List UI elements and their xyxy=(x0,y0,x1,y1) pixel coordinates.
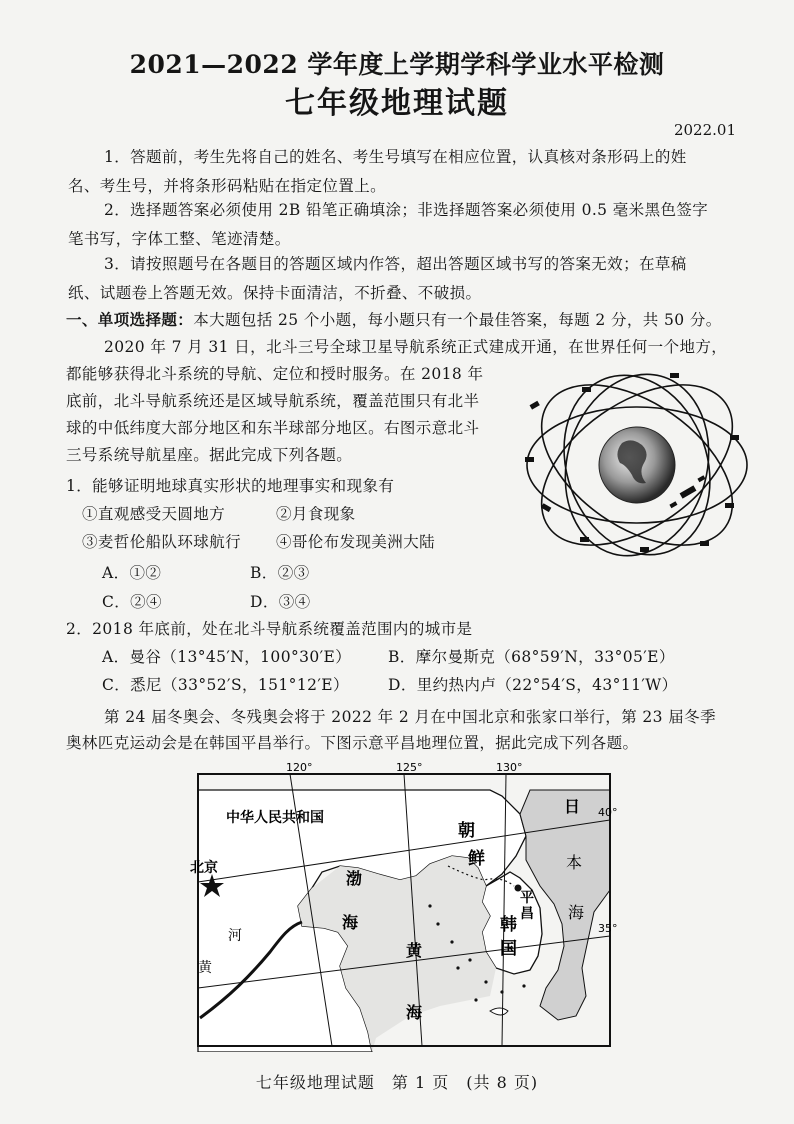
exam-title: 2021—2022 学年度上学期学科学业水平检测 xyxy=(129,50,665,79)
q1-option-a: A．①② xyxy=(102,564,162,582)
passage-line: 都能够获得北斗系统的导航、定位和授时服务。在 2018 年 xyxy=(66,365,484,383)
q2-option-a: A．曼谷（13°45′N，100°30′E） xyxy=(102,648,352,666)
map-label-yellow-sea: 黄 xyxy=(406,941,423,960)
map-label-dprk: 鲜 xyxy=(468,849,485,869)
q1-item: ④哥伦布发现美洲大陆 xyxy=(276,533,436,551)
map-lon-label: 130° xyxy=(496,761,523,774)
section-heading-text: 本大题包括 25 个小题，每小题只有一个最佳答案，每题 2 分，共 50 分。 xyxy=(193,311,722,329)
passage-line: 底前，北斗导航系统还是区域导航系统，覆盖范围只有北半 xyxy=(66,392,480,410)
map-lon-label: 120° xyxy=(286,761,313,774)
q2-option-c: C．悉尼（33°52′S，151°12′E） xyxy=(102,676,349,694)
beidou-constellation-figure xyxy=(520,365,755,565)
map-label-river: 黄 xyxy=(198,960,212,976)
map-lat-label: 35° xyxy=(598,922,618,935)
question-2-stem: 2．2018 年底前，处在北斗导航系统覆盖范围内的城市是 xyxy=(66,620,473,638)
q1-item: ②月食现象 xyxy=(276,505,356,523)
instruction-line: 纸、试题卷上答题无效。保持卡面清洁，不折叠、不破损。 xyxy=(68,284,482,302)
exam-subject-title: 七年级地理试题 xyxy=(285,86,509,121)
instruction-line: 名、考生号，并将条形码粘贴在指定位置上。 xyxy=(68,177,387,195)
page-footer: 七年级地理试题 第 1 页 (共 8 页) xyxy=(255,1073,539,1092)
q1-item: ①直观感受天圆地方 xyxy=(82,505,226,523)
map-label-yellow-sea: 海 xyxy=(406,1003,423,1022)
map-label-rok: 韩 xyxy=(500,915,517,935)
q1-option-b: B．②③ xyxy=(250,564,310,582)
instruction-line: 1．答题前，考生先将自己的姓名、考生号填写在相应位置，认真核对条形码上的姓 xyxy=(104,148,687,166)
map-label-sea-of-japan: 海 xyxy=(568,903,585,922)
q1-option-c: C．②④ xyxy=(102,593,162,611)
map-label-sea-of-japan: 本 xyxy=(566,853,583,872)
map-label-pyeongchang: 平 xyxy=(520,890,534,906)
section-heading xyxy=(66,306,722,334)
passage-line: 三号系统导航星座。据此完成下列各题。 xyxy=(66,446,353,464)
map-label-river: 河 xyxy=(228,928,242,944)
q2-option-b: B．摩尔曼斯克（68°59′N，33°05′E） xyxy=(388,648,675,666)
q1-option-d: D．③④ xyxy=(250,593,311,611)
instruction-line: 2．选择题答案必须使用 2B 铅笔正确填涂；非选择题答案必须使用 0.5 毫米黑色签字 xyxy=(104,201,709,219)
map-label-sea-of-japan: 日 xyxy=(564,797,581,816)
map-label-dprk: 朝 xyxy=(458,821,475,841)
map-lon-label: 125° xyxy=(396,761,423,774)
passage-line: 奥林匹克运动会是在韩国平昌举行。下图示意平昌地理位置，据此完成下列各题。 xyxy=(66,734,639,752)
passage-line: 球的中低纬度大部分地区和东半球部分地区。右图示意北斗 xyxy=(66,419,480,437)
q2-option-d: D．里约热内卢（22°54′S，43°11′W） xyxy=(388,676,678,694)
map-label-pyeongchang: 昌 xyxy=(520,906,534,922)
map-label-bohai: 渤 xyxy=(346,869,363,888)
section-heading-label: 一、单项选择题： xyxy=(66,310,194,329)
pyeongchang-location-map xyxy=(190,756,630,1052)
map-label-china: 中华人民共和国 xyxy=(226,810,324,826)
exam-date: 2022.01 xyxy=(673,121,736,139)
passage-line: 2020 年 7 月 31 日，北斗三号全球卫星导航系统正式建成开通，在世界任何一个地方， xyxy=(104,338,728,356)
map-label-bohai: 海 xyxy=(342,913,359,932)
question-1-stem: 1．能够证明地球真实形状的地理事实和现象有 xyxy=(66,477,395,495)
passage-line: 第 24 届冬奥会、冬残奥会将于 2022 年 2 月在中国北京和张家口举行，第 23 届冬季 xyxy=(104,708,716,726)
map-label-rok: 国 xyxy=(500,939,517,959)
map-label-beijing: 北京 xyxy=(190,860,218,876)
q1-item: ③麦哲伦船队环球航行 xyxy=(82,533,242,551)
map-lat-label: 40° xyxy=(598,806,618,819)
instruction-line: 3．请按照题号在各题目的答题区域内作答，超出答题区域书写的答案无效；在草稿 xyxy=(104,255,687,273)
instruction-line: 笔书写，字体工整、笔迹清楚。 xyxy=(68,230,291,248)
